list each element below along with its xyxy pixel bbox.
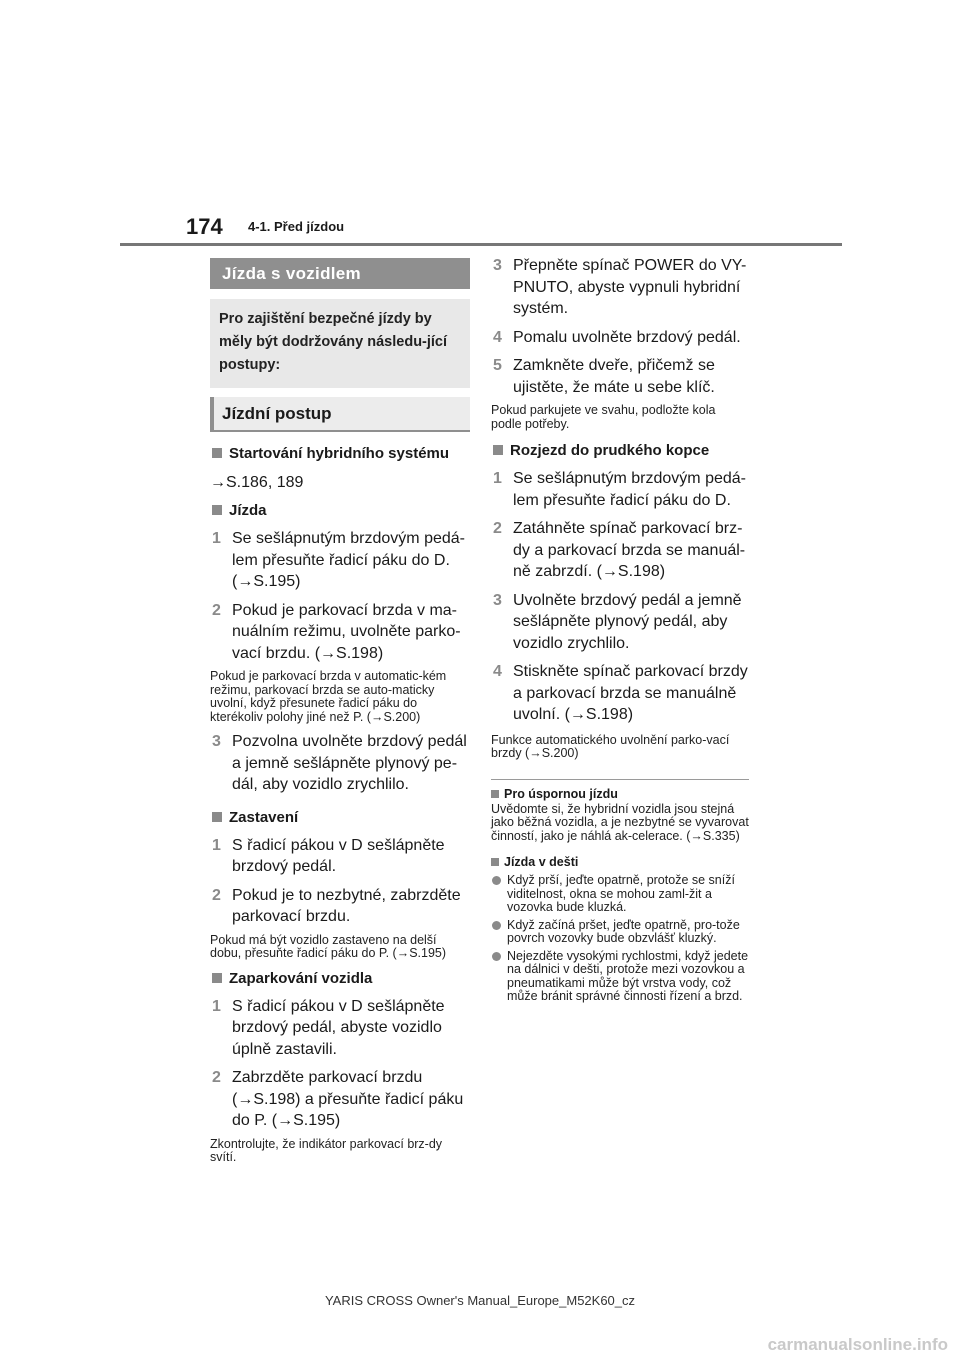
step-number: 2: [493, 520, 502, 537]
step-number: 2: [212, 601, 221, 619]
step-number: 2: [212, 886, 221, 904]
right-column: [491, 258, 749, 1004]
step-item: [210, 996, 470, 1061]
heading-driving: Jízda: [210, 501, 470, 521]
step-item: [491, 518, 749, 583]
step-item: [491, 327, 749, 349]
step-text: Pomalu uvolněte brzdový pedál.: [513, 328, 741, 346]
step-item: [491, 468, 749, 511]
step-text: Zamkněte dveře, přičemž se ujistěte, že máte u sebe klíč.: [513, 357, 715, 396]
step-number: 3: [212, 733, 221, 750]
step-text: Přepněte spínač POWER do VY-PNUTO, abyste vypnuli hybridní systém.: [513, 257, 747, 317]
section-divider: [491, 779, 749, 780]
step-item: [210, 528, 470, 593]
page-number: 174: [186, 214, 223, 239]
note-text: Pokud parkujete ve svahu, podložte kola podle potřeby.: [491, 403, 716, 431]
step-number: 4: [493, 663, 502, 680]
step-number: 3: [493, 257, 502, 274]
step-item: [491, 661, 749, 726]
step-text: Pokud je to nezbytné, zabrzděte parkovací brzdu.: [232, 886, 461, 925]
step-number: 3: [493, 591, 502, 609]
step-text: Se sešlápnutým brzdovým pedá-lem přesuňte řadicí páku do D.: [513, 470, 746, 509]
step-item: [210, 1067, 470, 1132]
step-text: Zabrzděte parkovací brzdu (→S.198) a přesuňte řadicí páku do P. (→S.195): [232, 1069, 464, 1129]
step-item: [491, 355, 749, 398]
procedure-title: Jízdní postup: [210, 397, 470, 432]
eco-text: Uvědomte si, že hybridní vozidla jsou stejná jako běžná vozidla, a je nezbytné se vyvarovat činností, jako je náhlá ak-celerace. (→S.335): [491, 801, 749, 843]
step-item: [210, 885, 470, 928]
step-text: Pokud je parkovací brzda v ma-nuálním režimu, uvolněte parko-vací brzdu. (→S.198): [232, 601, 461, 662]
section-banner: Jízda s vozidlem: [210, 258, 470, 289]
step-text: Zatáhněte spínač parkovací brz-dy a parkovací brzda se manuál-ně zabrzdí. (→S.198): [513, 520, 746, 580]
bullet-item: Nejezděte vysokými rychlostmi, když jedete na dálnici v dešti, protože mezi vozovkou a pneumatikami může být vrstva vody, což může bránit správné činnosti řízení a brzd.: [491, 950, 749, 1004]
step-text: Stiskněte spínač parkovací brzdy a parkovací brzda se manuálně uvolní. (→S.198): [513, 663, 748, 723]
note-text: Pokud je parkovací brzda v automatic-kém režimu, parkovací brzda se auto-maticky uvolní, když přesunete řadicí páku do kterékoliv polohy jiné než P. (→S.200): [210, 669, 447, 724]
bullet-item: Když prší, jeďte opatrně, protože se sníží viditelnost, okna se mohou zaml-žit a vozovka bude kluzká.: [491, 874, 749, 915]
heading-parking: Zaparkování vozidla: [210, 969, 470, 989]
step-number: 1: [212, 530, 221, 547]
heading-hill-start: Rozjezd do prudkého kopce: [491, 441, 749, 461]
left-column: [210, 258, 470, 1165]
note-text: Pokud má být vozidlo zastaveno na delší dobu, přesuňte řadicí páku do P. (→S.195): [210, 932, 447, 960]
watermark: carmanualsonline.info: [767, 1335, 948, 1354]
step-item: [491, 255, 749, 320]
step-text: S řadicí pákou v D sešlápněte brzdový pedál, abyste vozidlo úplně zastavili.: [232, 997, 445, 1058]
step-text: S řadicí pákou v D sešlápněte brzdový pedál.: [232, 836, 445, 875]
step-number: 5: [493, 357, 502, 374]
step-text: Uvolněte brzdový pedál a jemně sešlápněte plynový pedál, aby vozidlo zrychlilo.: [513, 591, 742, 652]
heading-eco-driving: Pro úspornou jízdu: [491, 787, 749, 802]
step-item: [210, 600, 470, 665]
step-item: [210, 731, 470, 796]
heading-start: Startování hybridního systému: [210, 444, 470, 464]
step-text: Se sešlápnutým brzdovým pedá-lem přesuňte řadicí páku do D. (→S.195): [232, 530, 465, 590]
step-number: 1: [493, 470, 502, 487]
heading-rain: Jízda v dešti: [491, 855, 749, 870]
footer-text: YARIS CROSS Owner's Manual_Europe_M52K60_cz: [324, 1293, 636, 1308]
start-reference: →S.186, 189: [210, 474, 304, 491]
intro-box: Pro zajištění bezpečné jízdy by měly být dodržovány následu-jící postupy:: [210, 299, 470, 388]
note-text: Funkce automatického uvolnění parko-vací brzdy (→S.200): [491, 732, 730, 760]
header-rule: [120, 243, 842, 246]
heading-stop: Zastavení: [210, 808, 470, 828]
step-number: 4: [493, 328, 502, 346]
step-number: 1: [212, 836, 221, 854]
step-number: 1: [212, 997, 221, 1015]
step-item: [210, 835, 470, 878]
step-text: Pozvolna uvolněte brzdový pedál a jemně sešlápněte plynový pe-dál, aby vozidlo zrychlilo.: [232, 733, 467, 793]
note-text: Zkontrolujte, že indikátor parkovací brz-dy svítí.: [210, 1136, 443, 1164]
step-item: [491, 590, 749, 655]
step-number: 2: [212, 1069, 221, 1086]
section-title: 4-1. Před jízdou: [248, 219, 345, 234]
bullet-item: Když začíná pršet, jeďte opatrně, pro-tože povrch vozovky bude obzvlášť kluzký.: [491, 919, 749, 946]
